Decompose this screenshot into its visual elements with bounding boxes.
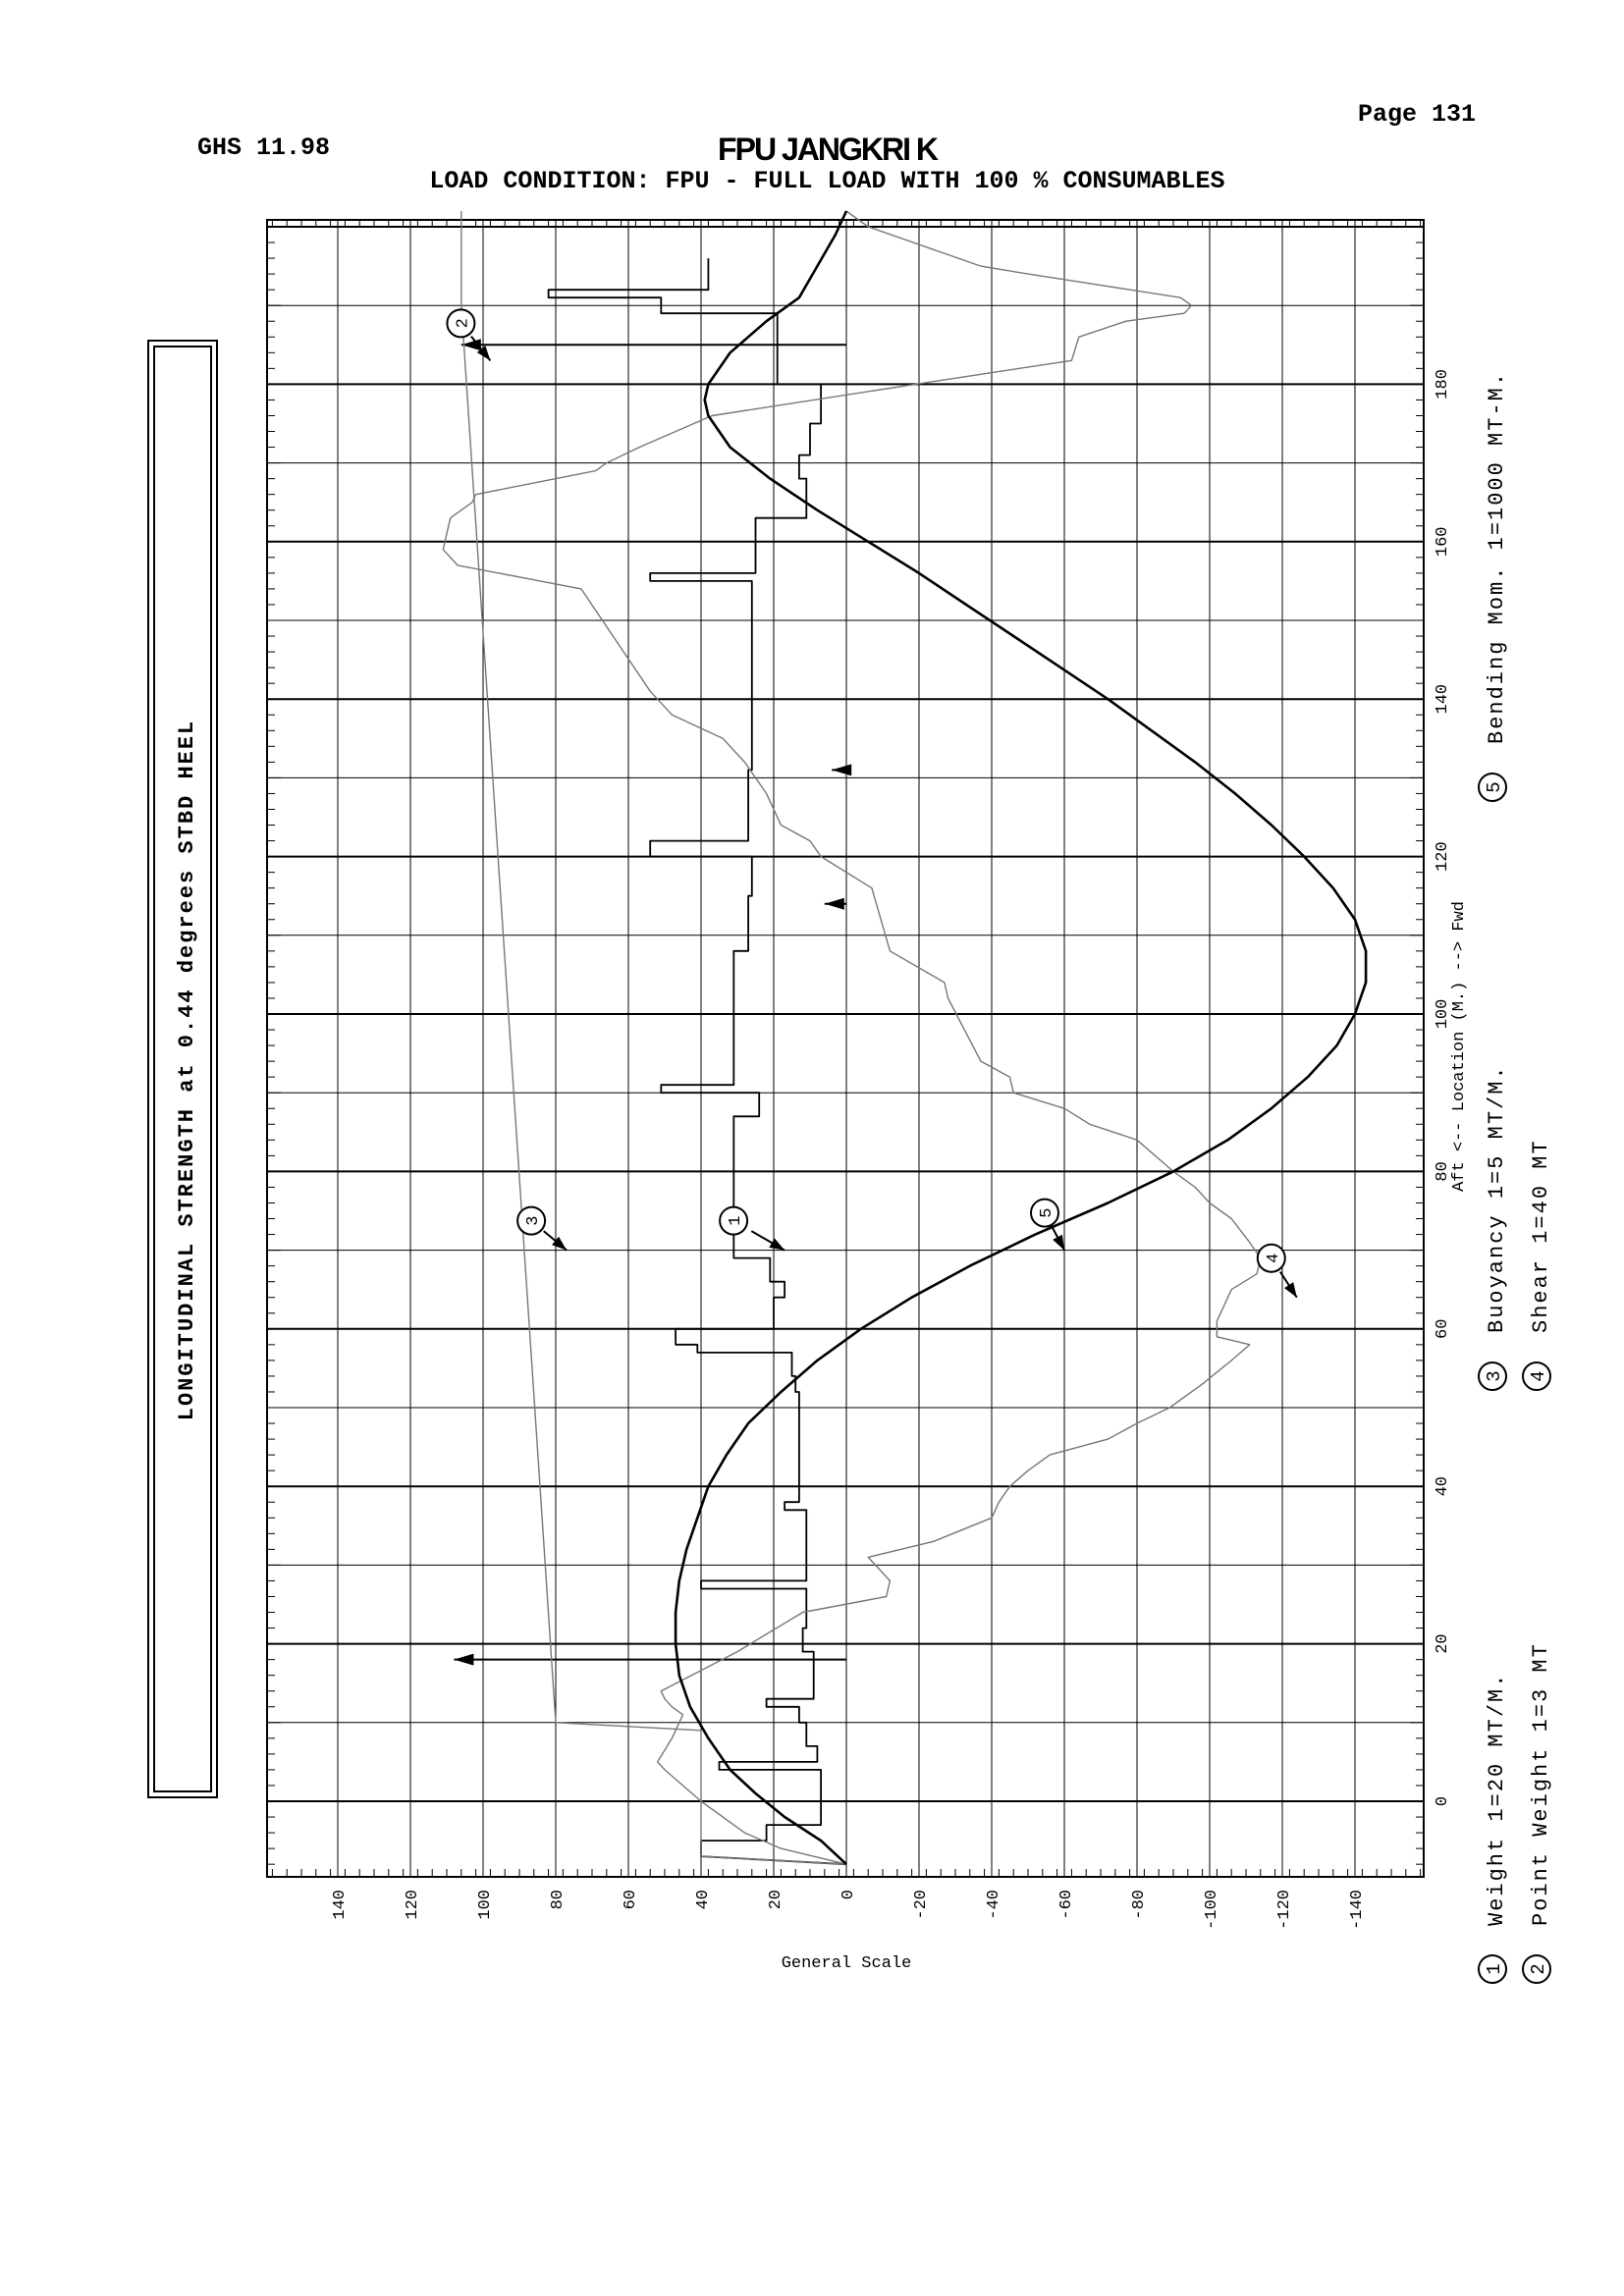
page-number: Page 131 — [1358, 100, 1477, 129]
legend-num: 5 — [1484, 781, 1505, 793]
point-weight-arrowhead — [832, 764, 851, 775]
y-tick-label: 60 — [622, 1890, 640, 1910]
tick-marks — [267, 220, 1424, 1877]
y-tick-label: 120 — [404, 1890, 422, 1920]
shear-curve — [443, 211, 1261, 1864]
y-tick-label: -40 — [985, 1890, 1003, 1920]
legend-num: 3 — [1484, 1370, 1505, 1382]
buoyancy-curve — [461, 211, 846, 1864]
legend-item-point-weight — [1523, 1642, 1553, 1983]
x-tick-label: 100 — [1434, 998, 1452, 1030]
x-tick-label: 140 — [1434, 683, 1452, 715]
legend-item-shear — [1523, 1139, 1553, 1390]
legend-text: Buoyancy 1=5 MT/M. — [1485, 1064, 1509, 1333]
point-weight-arrowhead — [825, 898, 844, 910]
series-layer — [443, 211, 1366, 1864]
y-tick-label: 40 — [694, 1890, 713, 1910]
callout-arrowhead — [1053, 1235, 1064, 1251]
plot-frame — [267, 220, 1424, 1877]
callout-label: 3 — [524, 1215, 544, 1226]
y-tick-label: 80 — [549, 1890, 568, 1910]
callout-shear — [1258, 1245, 1297, 1298]
legend-text: Bending Mom. 1=1000 MT-M. — [1485, 370, 1509, 744]
legend-num: 1 — [1484, 1963, 1505, 1975]
callout-label: 5 — [1038, 1207, 1056, 1218]
x-tick-label: 40 — [1434, 1475, 1452, 1497]
x-axis-label: Aft <-- Location (M.) --> Fwd — [1450, 901, 1469, 1192]
y-tick-label: -100 — [1203, 1890, 1221, 1930]
bending-moment-curve — [676, 211, 1366, 1864]
general-scale-tick-labels — [331, 1890, 1367, 1930]
y-tick-label: -20 — [912, 1890, 931, 1920]
x-tick-label: 180 — [1434, 369, 1452, 400]
x-tick-label: 60 — [1434, 1318, 1452, 1340]
y-tick-label: 20 — [767, 1890, 785, 1910]
y-tick-label: 140 — [331, 1890, 350, 1920]
legend-num: 4 — [1528, 1370, 1549, 1382]
load-condition: LOAD CONDITION: FPU - FULL LOAD WITH 100 % CONSUMABLES — [429, 167, 1225, 195]
y-tick-label: 0 — [839, 1890, 858, 1900]
callout-weight — [720, 1207, 785, 1251]
callout-label: 4 — [1264, 1253, 1283, 1263]
callout-buoyancy — [517, 1207, 567, 1251]
y-axis-label: General Scale — [781, 1954, 912, 1973]
y-tick-label: -120 — [1275, 1890, 1294, 1930]
grid — [267, 220, 1424, 1877]
callout-layer — [447, 309, 1296, 1297]
legend-text: Weight 1=20 MT/M. — [1485, 1672, 1509, 1926]
x-tick-label: 120 — [1434, 841, 1452, 872]
side-title-box — [148, 341, 217, 1797]
callout-arrowhead — [769, 1238, 785, 1250]
legend-num: 2 — [1528, 1963, 1549, 1975]
y-tick-label: 100 — [476, 1890, 495, 1920]
x-tick-label: 20 — [1434, 1633, 1452, 1654]
chart-title: FPU JANGKRI K — [718, 132, 937, 167]
x-tick-label: 80 — [1434, 1161, 1452, 1182]
callout-point-weight — [447, 309, 490, 360]
callout-label: 1 — [727, 1215, 746, 1226]
legend-text: Point Weight 1=3 MT — [1529, 1642, 1553, 1926]
legend-item-bending-moment — [1479, 371, 1509, 801]
x-tick-label: 0 — [1434, 1795, 1452, 1807]
program-version: GHS 11.98 — [197, 133, 331, 162]
x-tick-label: 160 — [1434, 526, 1452, 558]
y-tick-label: -80 — [1130, 1890, 1149, 1920]
point-weight-arrowhead — [454, 1654, 473, 1666]
y-tick-label: -60 — [1057, 1890, 1076, 1920]
callout-label: 2 — [454, 318, 473, 329]
legend-item-buoyancy — [1479, 1064, 1509, 1390]
legend — [1479, 371, 1553, 1983]
legend-item-weight — [1479, 1673, 1509, 1983]
y-tick-label: -140 — [1348, 1890, 1367, 1930]
legend-text: Shear 1=40 MT — [1529, 1139, 1553, 1333]
callout-arrowhead — [1284, 1282, 1297, 1298]
side-title: LONGITUDINAL STRENGTH at 0.44 degrees STBD HEEL — [175, 719, 199, 1421]
